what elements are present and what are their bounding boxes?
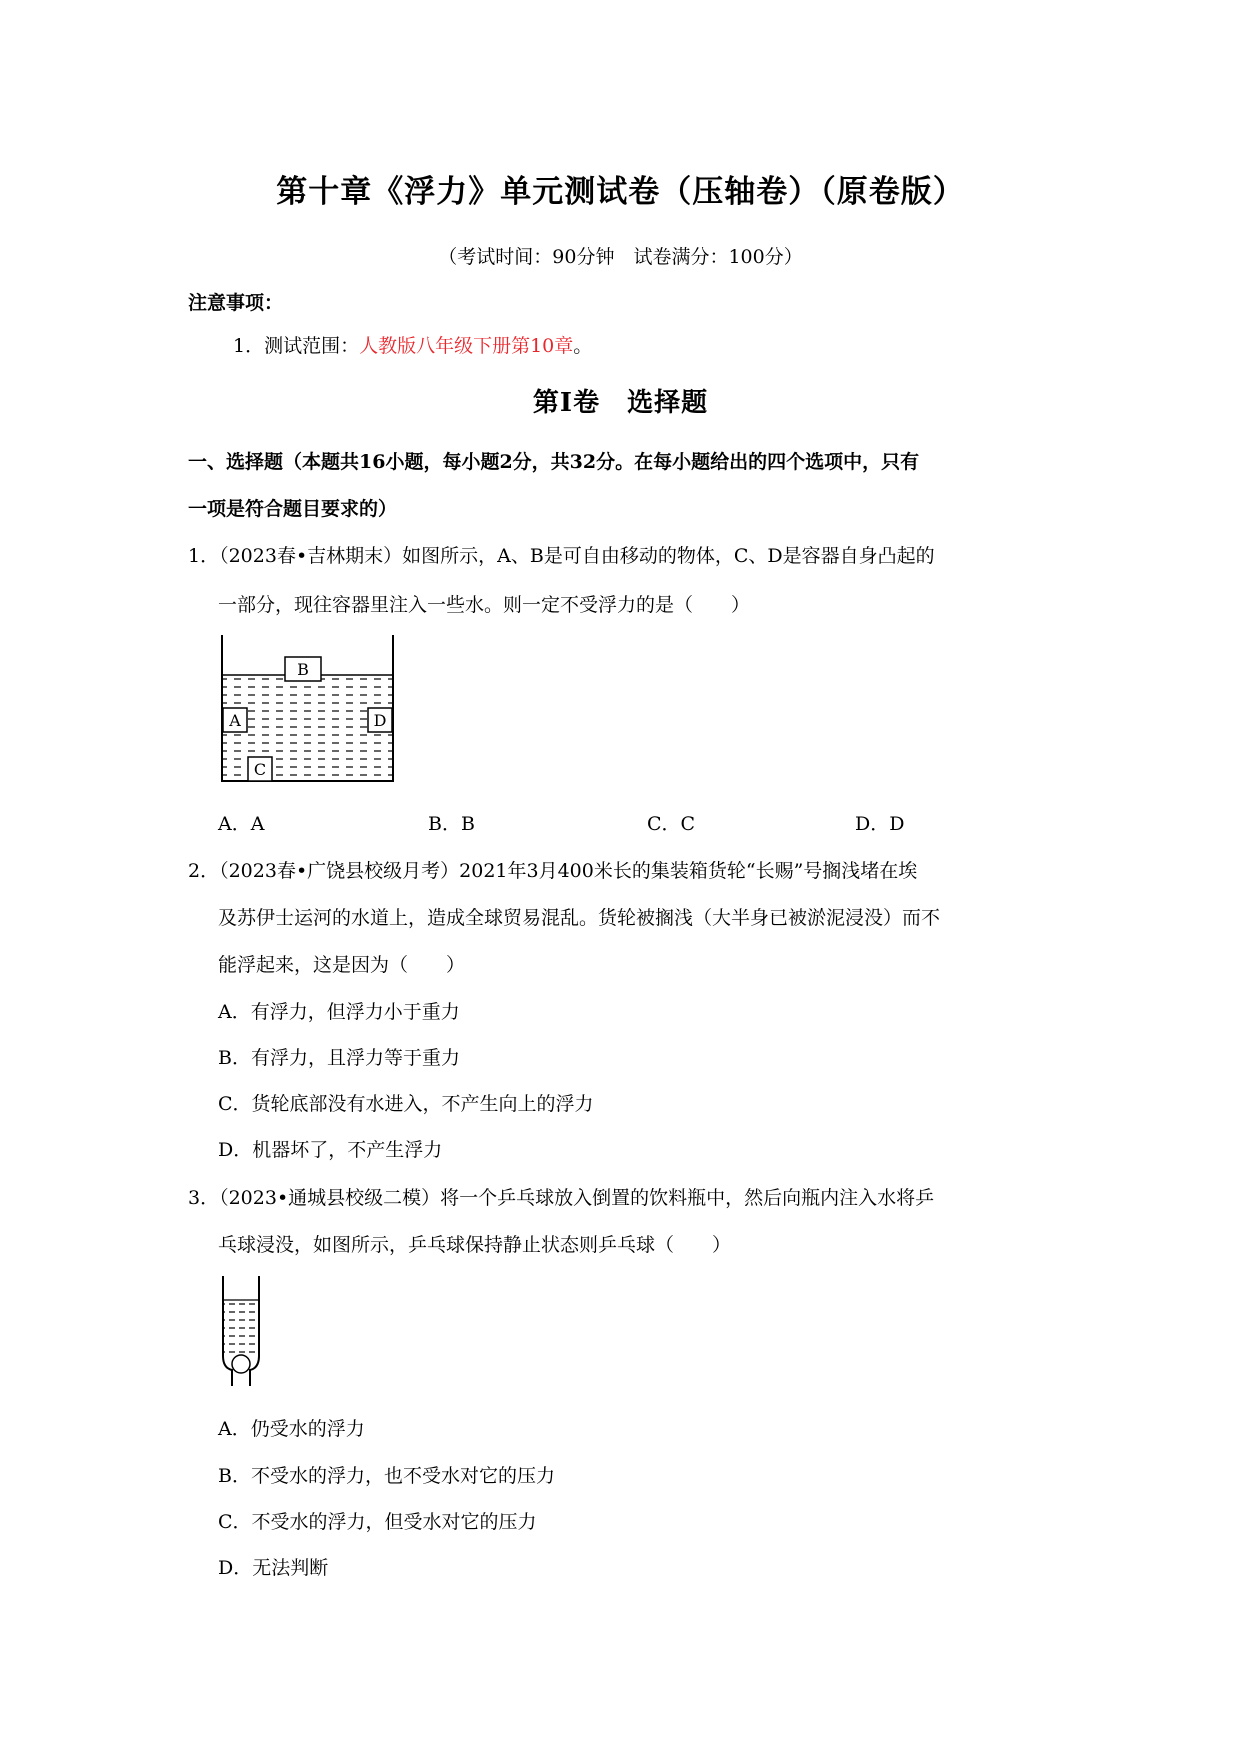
q1-option-d: D．D [855, 813, 905, 835]
q1-object-c [248, 757, 272, 781]
q3-stem-line1: 3．（2023•通城县校级二模）将一个乒乓球放入倒置的饮料瓶中，然后向瓶内注入水将乒 [188, 1187, 935, 1209]
q1-container-figure [218, 635, 400, 787]
notice-item-highlight: 人教版八年级下册第10章 [359, 335, 574, 357]
page-title: 第十章《浮力》单元测试卷（压轴卷）（原卷版） [276, 174, 965, 210]
q2-stem-line1: 2．（2023春•广饶县校级月考）2021年3月400米长的集装箱货轮“长赐”号搁浅堵在埃 [188, 860, 918, 882]
section-heading: 第Ⅰ卷 选择题 [532, 388, 709, 418]
q3-option-d: D．无法判断 [218, 1557, 329, 1579]
notice-item-prefix: 1．测试范围： [233, 335, 360, 357]
notice-heading: 注意事项： [188, 292, 284, 314]
q1-object-b [285, 657, 321, 681]
notice-item-scope [233, 331, 592, 358]
q3-ping-pong-ball [232, 1355, 250, 1373]
svg-text:A: A [229, 711, 241, 730]
part-heading-line1: 一、选择题（本题共16小题，每小题2分，共32分。在每小题给出的四个选项中，只有 [188, 451, 920, 473]
notice-item-suffix: 。 [573, 335, 593, 357]
part-heading-line2: 一项是符合题目要求的） [188, 498, 398, 520]
q1-object-a [223, 708, 247, 732]
q2-option-c: C．货轮底部没有水进入，不产生向上的浮力 [218, 1093, 594, 1115]
q1-option-c: C．C [647, 813, 696, 835]
q2-option-a: A．有浮力，但浮力小于重力 [218, 1001, 460, 1023]
q1-stem-line2: 一部分，现往容器里注入一些水。则一定不受浮力的是（ ） [218, 594, 751, 616]
q1-option-b: B．B [428, 813, 475, 835]
svg-text:D: D [373, 711, 387, 730]
q2-stem-line2: 及苏伊士运河的水道上，造成全球贸易混乱。货轮被搁浅（大半身已被淤泥浸没）而不 [218, 907, 941, 929]
q2-option-d: D．机器坏了，不产生浮力 [218, 1139, 443, 1161]
q1-object-d [368, 708, 392, 732]
q2-stem-line3: 能浮起来，这是因为（ ） [218, 954, 466, 976]
svg-text:B: B [297, 660, 309, 679]
q2-option-b: B．有浮力，且浮力等于重力 [218, 1047, 460, 1069]
exam-info: （考试时间：90分钟 试卷满分：100分） [438, 246, 803, 268]
q3-option-c: C．不受水的浮力，但受水对它的压力 [218, 1511, 537, 1533]
q1-stem-line1: 1．（2023春•吉林期末）如图所示，A、B是可自由移动的物体，C、D是容器自身凸起的 [188, 545, 935, 567]
svg-text:C: C [253, 760, 267, 779]
q3-option-b: B．不受水的浮力，也不受水对它的压力 [218, 1465, 555, 1487]
q3-bottle-figure [218, 1276, 264, 1386]
q3-stem-line2: 乓球浸没，如图所示，乒乓球保持静止状态则乒乓球（ ） [218, 1234, 732, 1256]
q3-option-a: A．仍受水的浮力 [218, 1418, 365, 1440]
q1-option-a: A．A [218, 813, 265, 835]
